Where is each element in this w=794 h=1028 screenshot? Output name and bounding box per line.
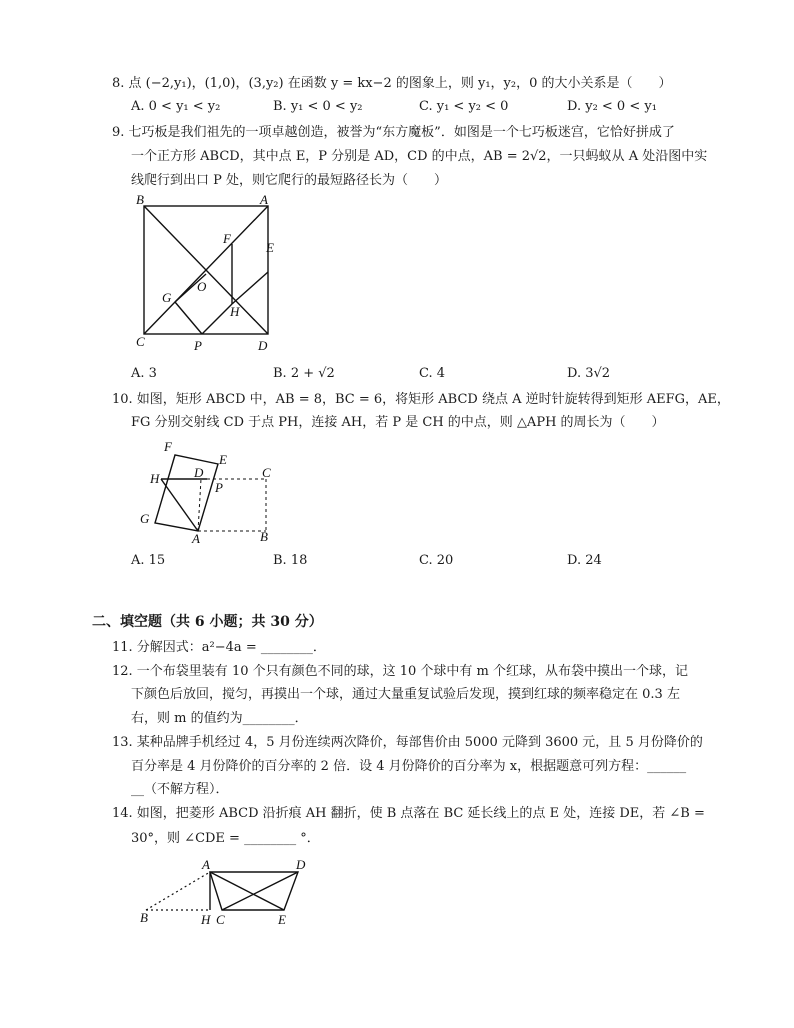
q14-stem-line1: 14. 如图，把菱形 ABCD 沿折痕 AH 翻折，使 B 点落在 BC 延长线上的点 E 处，连接 DE，若 ∠B = xyxy=(112,806,705,821)
q10-option-a[interactable]: A. 15 xyxy=(131,553,166,568)
section-title-fill-in: 二、填空题（共 6 小题；共 30 分） xyxy=(92,614,323,630)
q14-dashed-ba xyxy=(146,872,210,910)
q10-label-b: B xyxy=(260,529,268,544)
q10-rect-aefg xyxy=(155,455,218,531)
q10-option-c[interactable]: C. 20 xyxy=(419,553,454,568)
q10-label-d: D xyxy=(194,465,204,480)
q9-stem-line1: 9. 七巧板是我们祖先的一项卓越创造，被誉为“东方魔板”．如图是一个七巧板迷宫，它恰好拼成了 xyxy=(112,125,675,140)
q12-stem-line2: 下颜色后放回，搅匀，再摸出一个球，通过大量重复试验后发现，摸到红球的频率稳定在 0.3 左 xyxy=(131,687,680,702)
q9-label-p: P xyxy=(194,338,202,353)
q9-option-b[interactable]: B. 2 + √2 xyxy=(273,366,335,381)
q9-label-h: H xyxy=(230,304,240,319)
q14-stem-line2: 30°，则 ∠CDE = ________ °． xyxy=(131,831,320,846)
q14-segment-ae xyxy=(210,872,284,910)
q9-label-d: D xyxy=(258,338,268,353)
q10-option-b[interactable]: B. 18 xyxy=(273,553,308,568)
q9-option-d[interactable]: D. 3√2 xyxy=(567,366,611,381)
q10-label-g: G xyxy=(140,511,150,526)
q10-label-p: P xyxy=(215,480,223,495)
q10-rectangle-figure xyxy=(136,437,286,547)
q13-stem-line2: 百分率是 4 月份降价的百分率的 2 倍．设 4 月份降价的百分率为 x，根据题意可列方程：______ xyxy=(131,759,687,774)
q9-stem-line3: 线爬行到出口 P 处，则它爬行的最短路径长为（ ） xyxy=(131,173,448,188)
q9-label-f: F xyxy=(223,231,231,246)
q14-parallelogram-acde xyxy=(210,872,298,910)
q10-label-h: H xyxy=(150,471,160,486)
q9-label-o: O xyxy=(197,279,207,294)
q9-option-a[interactable]: A. 3 xyxy=(131,366,157,381)
q10-label-e: E xyxy=(219,452,227,467)
q9-stem-line2: 一个正方形 ABCD，其中点 E，P 分别是 AD，CD 的中点，AB = 2√2，一只蚂蚁从 A 处沿图中实 xyxy=(131,149,708,164)
q10-stem-line2: FG 分别交射线 CD 于点 PH，连接 AH，若 P 是 CH 的中点，则 △APH 的周长为（ ） xyxy=(131,415,665,430)
q8-option-c[interactable]: C. y₁ < y₂ < 0 xyxy=(419,99,509,114)
q14-label-d: D xyxy=(296,857,306,872)
q9-label-e: E xyxy=(266,240,274,255)
q9-label-g: G xyxy=(162,290,172,305)
q9-label-c: C xyxy=(136,334,145,349)
q10-label-f: F xyxy=(164,439,172,454)
q14-rhombus-figure xyxy=(136,858,316,933)
q9-line-eh xyxy=(232,272,268,304)
q14-label-e: E xyxy=(278,912,286,927)
q9-option-c[interactable]: C. 4 xyxy=(419,366,446,381)
q13-stem-line3: __（不解方程）． xyxy=(131,782,229,797)
q8-option-a[interactable]: A. 0 < y₁ < y₂ xyxy=(131,99,221,114)
q8-option-d[interactable]: D. y₂ < 0 < y₁ xyxy=(567,99,657,114)
q14-label-c: C xyxy=(216,912,225,927)
q9-tangram-figure xyxy=(132,192,292,356)
q9-line-ph xyxy=(202,304,232,334)
q12-stem-line1: 12. 一个布袋里装有 10 个只有颜色不同的球，这 10 个球中有 m 个红球，从布袋中摸出一个球，记 xyxy=(112,664,689,679)
q14-label-b: B xyxy=(140,910,148,925)
q13-stem-line1: 13. 某种品牌手机经过 4，5 月份连续两次降价，每部售价由 5000 元降到 3600 元，且 5 月份降价的 xyxy=(112,735,703,750)
q9-label-b: B xyxy=(136,192,144,207)
q11-stem: 11. 分解因式：a²−4a = ________． xyxy=(112,640,326,655)
q14-label-a: A xyxy=(202,857,210,872)
q10-segment-ha xyxy=(161,479,198,531)
q10-option-d[interactable]: D. 24 xyxy=(567,553,602,568)
q10-label-c: C xyxy=(262,465,271,480)
q10-label-a: A xyxy=(192,531,200,546)
q9-label-a: A xyxy=(260,192,268,207)
q10-stem-line1: 10. 如图，矩形 ABCD 中，AB = 8，BC = 6，将矩形 ABCD 绕点 A 逆时针旋转得到矩形 AEFG，AE， xyxy=(112,392,730,407)
q12-stem-line3: 右，则 m 的值约为________． xyxy=(131,711,308,726)
q14-label-h: H xyxy=(201,912,211,927)
q8-option-b[interactable]: B. y₁ < 0 < y₂ xyxy=(273,99,363,114)
q9-line-gh xyxy=(175,302,202,334)
q8-stem: 8. 点 (−2,y₁)，(1,0)，(3,y₂) 在函数 y = kx−2 的图象上，则 y₁，y₂，0 的大小关系是（ ） xyxy=(112,76,672,91)
